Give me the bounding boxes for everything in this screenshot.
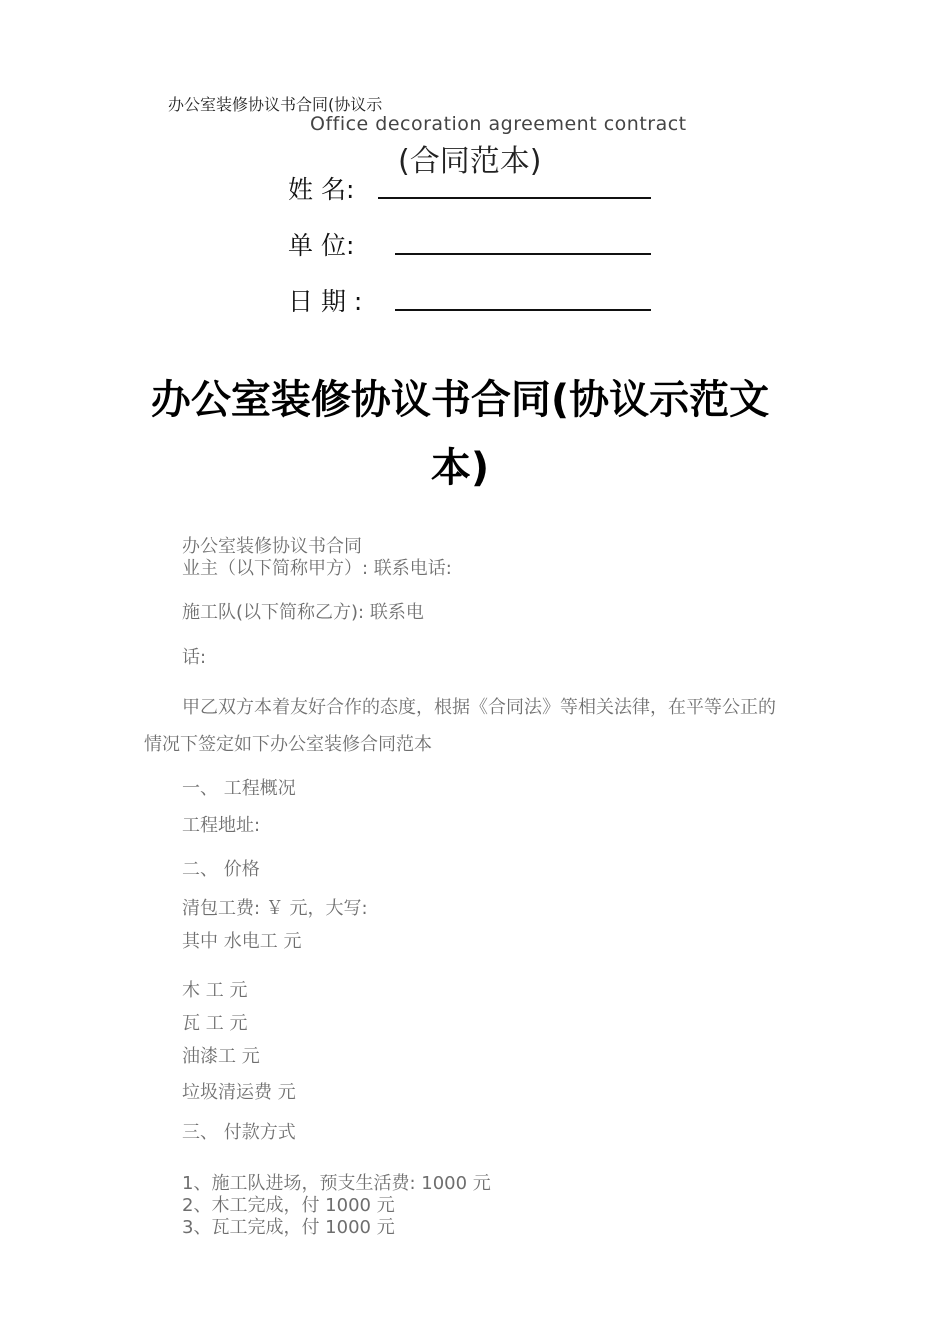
tiling-fee: 瓦 工 元 xyxy=(182,1013,248,1034)
section-project-overview: 一、 工程概况 xyxy=(182,778,296,799)
header-english-title: Office decoration agreement contract xyxy=(310,113,687,135)
preamble-line1: 甲乙双方本着友好合作的态度，根据《合同法》等相关法律，在平等公正的 xyxy=(182,697,776,718)
name-field-label: 姓 名: xyxy=(288,175,355,204)
carpentry-fee: 木 工 元 xyxy=(182,980,248,1001)
party-b-line-cont: 话: xyxy=(182,647,207,668)
header-title: 办公室装修协议书合同(协议示 xyxy=(168,95,383,114)
payment-item-2: 2、木工完成，付 1000 元 xyxy=(182,1195,395,1216)
painting-fee: 油漆工 元 xyxy=(182,1046,260,1067)
section-payment: 三、 付款方式 xyxy=(182,1122,296,1143)
plumbing-electric-fee: 其中 水电工 元 xyxy=(182,931,302,952)
project-address: 工程地址: xyxy=(182,815,261,836)
unit-field-line xyxy=(395,253,651,255)
body-heading: 办公室装修协议书合同 xyxy=(182,536,362,557)
main-title-line2: 本) xyxy=(430,445,490,491)
labor-fee: 清包工费: ￥ 元，大写: xyxy=(182,898,368,919)
unit-field-label: 单 位: xyxy=(288,231,355,260)
header-paren-title: (合同范本) xyxy=(398,144,542,179)
preamble-line2: 情况下签定如下办公室装修合同范本 xyxy=(144,734,432,755)
name-field-line xyxy=(378,197,651,199)
section-price: 二、 价格 xyxy=(182,859,260,880)
payment-item-3: 3、瓦工完成，付 1000 元 xyxy=(182,1217,395,1238)
payment-item-1: 1、施工队进场，预支生活费: 1000 元 xyxy=(182,1173,491,1194)
waste-removal-fee: 垃圾清运费 元 xyxy=(182,1082,296,1103)
date-field-line xyxy=(395,309,651,311)
party-b-line: 施工队(以下简称乙方): 联系电 xyxy=(182,602,424,623)
main-title-line1: 办公室装修协议书合同(协议示范文 xyxy=(150,377,770,423)
party-a-line: 业主（以下简称甲方）: 联系电话: xyxy=(182,558,452,579)
date-field-label: 日 期 : xyxy=(288,287,363,316)
